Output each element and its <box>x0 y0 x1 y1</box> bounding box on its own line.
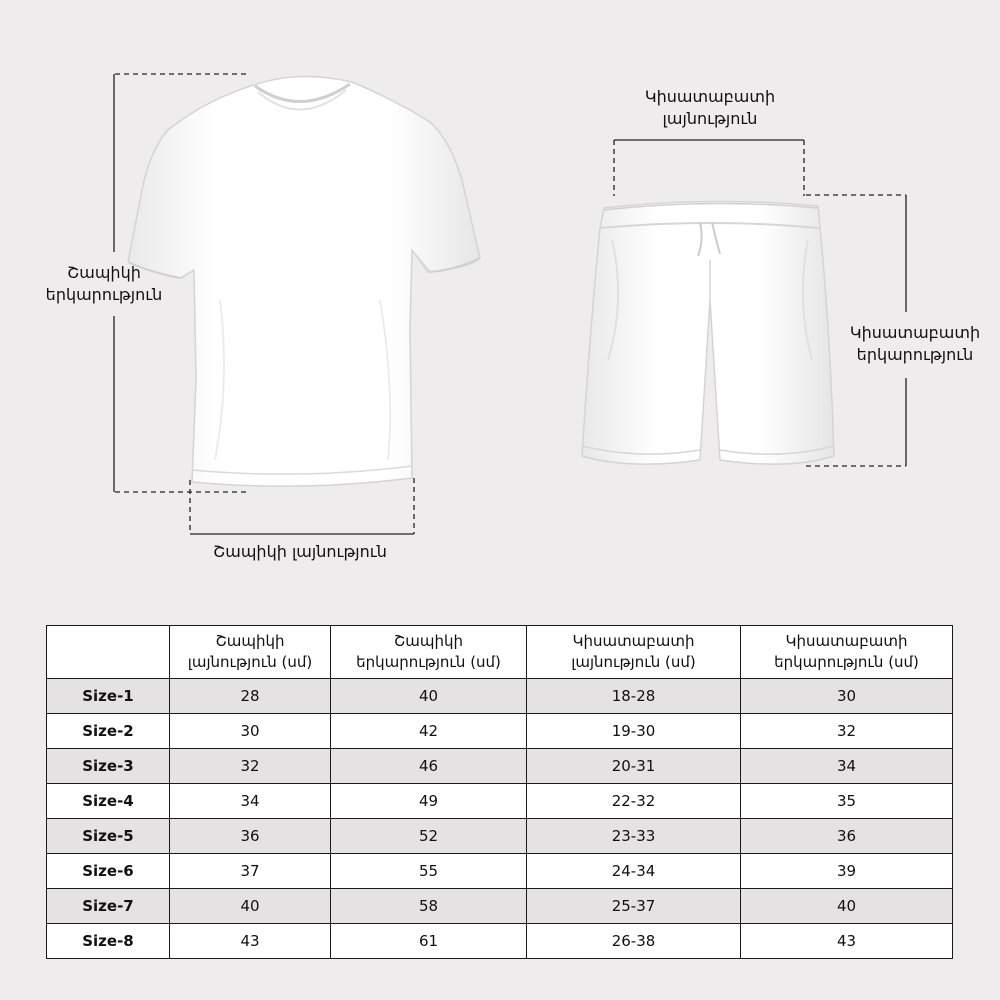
size-name-cell: Size-3 <box>47 749 170 784</box>
table-cell: 46 <box>331 749 527 784</box>
table-row <box>47 889 953 924</box>
header-shorts-width: Կիսատաբատի լայնություն (սմ) <box>527 626 741 679</box>
table-cell: 39 <box>741 854 953 889</box>
size-name-cell: Size-8 <box>47 924 170 959</box>
table-cell: 55 <box>331 854 527 889</box>
table-row <box>47 679 953 714</box>
table-cell: 42 <box>331 714 527 749</box>
table-row <box>47 714 953 749</box>
table-cell: 30 <box>170 714 331 749</box>
table-cell: 34 <box>741 749 953 784</box>
shorts-image <box>582 201 834 464</box>
table-cell: 61 <box>331 924 527 959</box>
table-cell: 43 <box>741 924 953 959</box>
table-cell: 26-38 <box>527 924 741 959</box>
table-cell: 40 <box>741 889 953 924</box>
size-name-cell: Size-6 <box>47 854 170 889</box>
table-row <box>47 924 953 959</box>
shirt-length-label: Շապիկի երկարություն <box>45 263 163 304</box>
size-name-cell: Size-7 <box>47 889 170 924</box>
size-name-cell: Size-4 <box>47 784 170 819</box>
table-cell: 25-37 <box>527 889 741 924</box>
header-shorts-length: Կիսատաբատի երկարություն (սմ) <box>741 626 953 679</box>
table-cell: 23-33 <box>527 819 741 854</box>
size-name-cell: Size-5 <box>47 819 170 854</box>
size-name-cell: Size-2 <box>47 714 170 749</box>
table-cell: 43 <box>170 924 331 959</box>
shirt-width-label: Շապիկի լայնություն <box>213 542 387 561</box>
header-shirt-length: Շապիկի երկարություն (սմ) <box>331 626 527 679</box>
table-cell: 36 <box>170 819 331 854</box>
header-empty-cell <box>47 626 170 679</box>
table-row <box>47 749 953 784</box>
header-shirt-width: Շապիկի լայնություն (սմ) <box>170 626 331 679</box>
table-cell: 18-28 <box>527 679 741 714</box>
shorts-length-label: Կիսատաբատի երկարություն <box>849 323 981 364</box>
table-cell: 40 <box>331 679 527 714</box>
shorts-width-label: Կիսատաբատի լայնություն <box>644 87 776 128</box>
table-cell: 30 <box>741 679 953 714</box>
table-cell: 24-34 <box>527 854 741 889</box>
table-cell: 35 <box>741 784 953 819</box>
table-cell: 19-30 <box>527 714 741 749</box>
table-row <box>47 819 953 854</box>
table-cell: 20-31 <box>527 749 741 784</box>
table-cell: 32 <box>741 714 953 749</box>
table-cell: 32 <box>170 749 331 784</box>
table-cell: 52 <box>331 819 527 854</box>
table-cell: 40 <box>170 889 331 924</box>
table-row <box>47 784 953 819</box>
table-cell: 49 <box>331 784 527 819</box>
size-name-cell: Size-1 <box>47 679 170 714</box>
table-cell: 37 <box>170 854 331 889</box>
table-cell: 36 <box>741 819 953 854</box>
table-row <box>47 854 953 889</box>
table-header-row <box>47 626 953 679</box>
size-chart-table <box>46 625 953 959</box>
table-cell: 34 <box>170 784 331 819</box>
table-cell: 22-32 <box>527 784 741 819</box>
table-cell: 28 <box>170 679 331 714</box>
table-cell: 58 <box>331 889 527 924</box>
